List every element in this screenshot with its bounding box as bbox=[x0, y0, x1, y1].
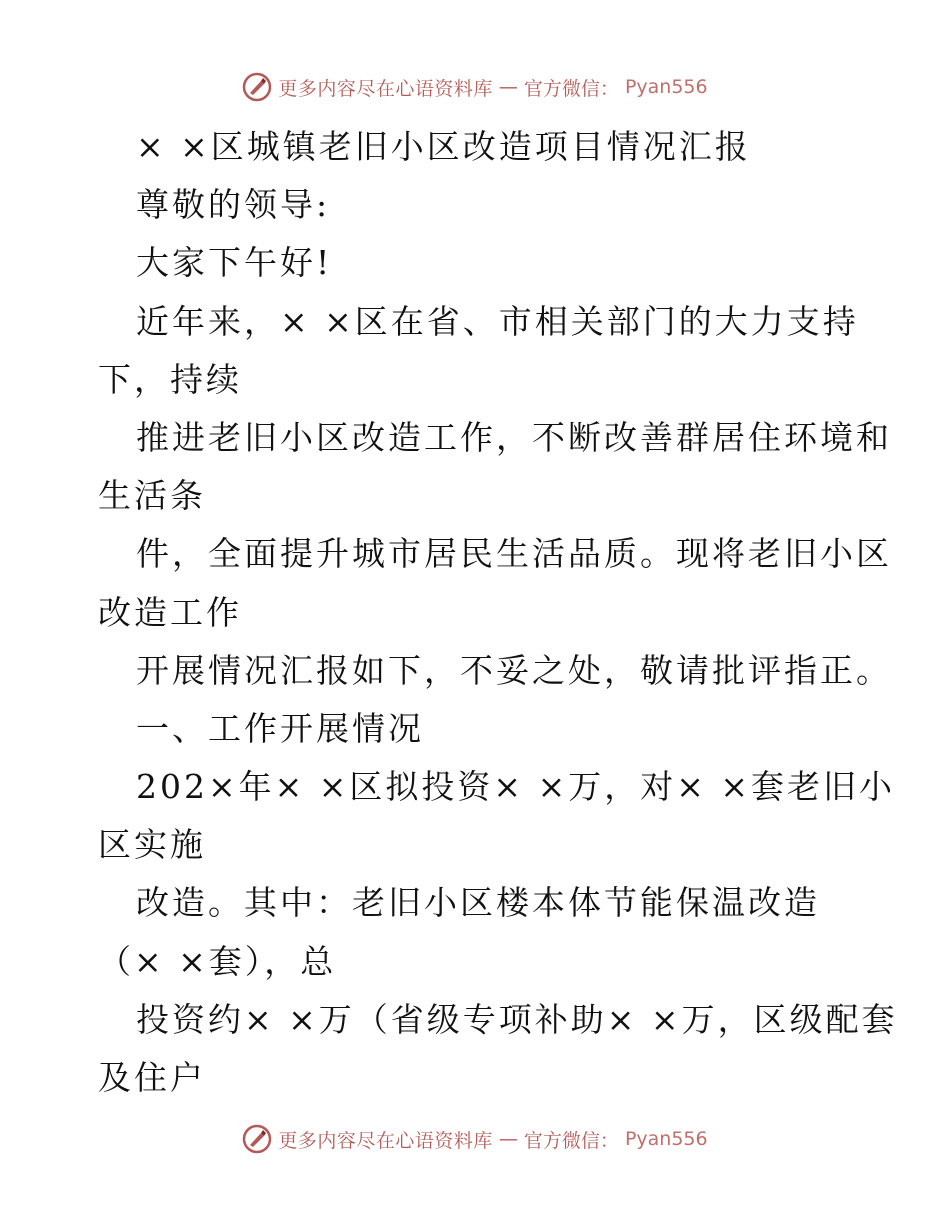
text-line: 开展情况汇报如下，不妥之处，敬请批评指正。 bbox=[136, 650, 892, 690]
text-line: 大家下午好! bbox=[136, 243, 333, 283]
pen-emblem-icon bbox=[242, 1124, 272, 1154]
text-line: 投资约× ×万（省级专项补助× ×万，区级配套 bbox=[136, 999, 898, 1039]
watermark-id: Pyan556 bbox=[624, 1128, 708, 1150]
text-line: 尊敬的领导: bbox=[136, 185, 331, 225]
header-watermark bbox=[0, 72, 950, 102]
watermark-dash: — bbox=[498, 76, 518, 98]
watermark-id: Pyan556 bbox=[624, 76, 708, 98]
watermark-dash: — bbox=[498, 1128, 518, 1150]
document-body bbox=[98, 118, 898, 1107]
footer-watermark bbox=[0, 1124, 950, 1154]
pen-emblem-icon bbox=[242, 72, 272, 102]
text-line: × ×区城镇老旧小区改造项目情况汇报 bbox=[136, 127, 751, 166]
watermark-label: 官方微信： bbox=[523, 77, 619, 100]
watermark-label: 官方微信： bbox=[523, 1129, 619, 1152]
text-line: 改造。其中：老旧小区楼本体节能保温改造 bbox=[136, 883, 820, 923]
text-line: 近年来，× ×区在省、市相关部门的大力支持 bbox=[136, 301, 859, 341]
text-line: 202×年× ×区拟投资× ×万，对× ×套老旧小 bbox=[136, 767, 896, 807]
watermark-text: 更多内容尽在心语资料库 bbox=[278, 77, 493, 100]
text-line: 改造工作 bbox=[98, 592, 242, 632]
watermark-text: 更多内容尽在心语资料库 bbox=[278, 1129, 493, 1152]
text-line: （× ×套），总 bbox=[98, 941, 337, 981]
text-line: 件，全面提升城市居民生活品质。现将老旧小区 bbox=[136, 534, 892, 574]
text-line: 生活条 bbox=[98, 476, 206, 516]
text-line: 下，持续 bbox=[98, 359, 242, 399]
text-line: 及住户 bbox=[98, 1058, 206, 1097]
text-line: 区实施 bbox=[98, 825, 206, 865]
text-line: 推进老旧小区改造工作，不断改善群居住环境和 bbox=[136, 417, 892, 457]
text-line: 一、工作开展情况 bbox=[136, 708, 424, 748]
